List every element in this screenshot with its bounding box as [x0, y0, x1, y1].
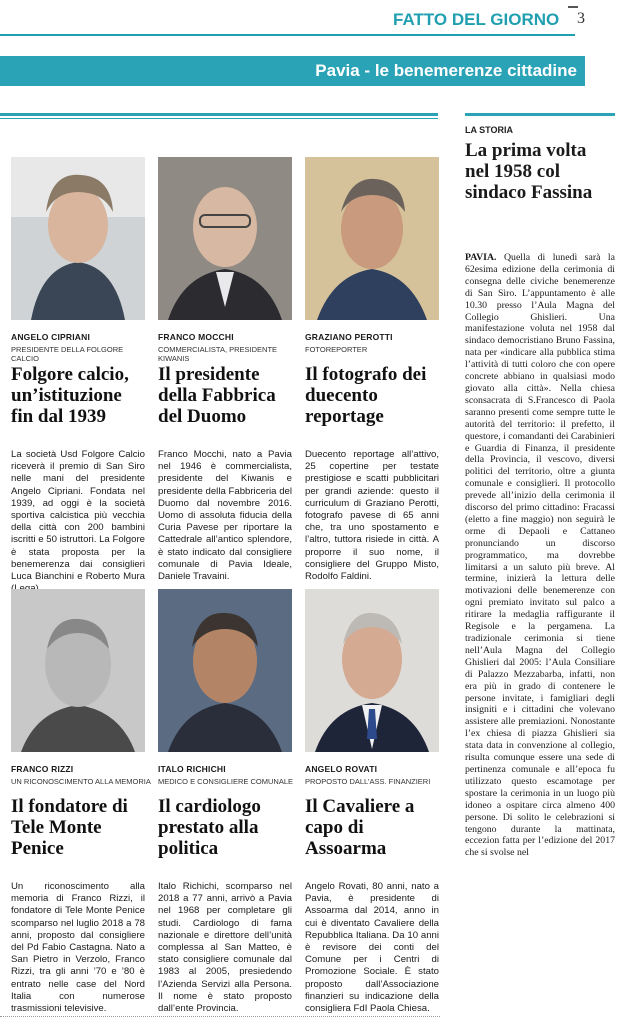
page-cut-line [0, 1016, 440, 1020]
sidebar-kicker: LA STORIA [465, 125, 514, 135]
name-label: FRANCO MOCCHI [158, 332, 234, 342]
banner [0, 56, 585, 86]
profile-headline: Il fotografo dei duecento reportage [305, 364, 427, 427]
sidebar-dateline: PAVIA. [465, 252, 497, 263]
profile-text: La società Usd Folgore Calcio riceverà il premio di San Siro nelle mani del presidente Angelo Cipriani. Fondata nel 1939, ad oggi è la società sportiva calcistica più vecchia della città con 200 bambini iscritti e 50 istruttori. La Folgore è stata proposta per la benemerenza dai consiglieri Luca Bianchini e Roberto Mura [11, 449, 145, 583]
page-number: 3 [577, 10, 585, 27]
name-label: FRANCO RIZZI [11, 764, 74, 774]
profile-text: Angelo Rovati, 80 anni, nato a Pavia, è presidente di Assoarma dal 2014, anno in cui è diventato Cavaliere della Repubblica Italiana. Da 10 anni è revisore dei conti del Comune per i Centri di Promozione Sociale. È stato proposto dall’Associazione finanzieri su indicazione della consigliera FdI Paola Chiesa. [305, 881, 439, 1015]
photo-angelo-rovati [305, 589, 439, 752]
photo-franco-mocchi [158, 157, 292, 320]
photo-graziano-perotti [305, 157, 439, 320]
profile-text: Italo Richichi, scomparso nel 2018 a 77 anni, arrivò a Pavia nel 1968 per completare gli studi. Cardiologo di fama nazionale e direttore dell’unità complessa al San Matteo, è stato consigliere comunale dal 1983 al 2005, presiedendo l’Azienda Servizi alla Persona. Il nome è stato proposto dall’ente Provincia. [158, 881, 292, 1015]
profile-headline: Il cardiologo prestato alla politica [158, 796, 261, 859]
banner-title: Pavia - le benemerenze cittadine [315, 61, 577, 80]
main-rule [0, 113, 438, 116]
role-label: PROPOSTO DALL’ASS. FINANZIERI [305, 777, 431, 786]
name-label: GRAZIANO PEROTTI [305, 332, 393, 342]
sidebar-rule [465, 113, 615, 116]
sidebar-text [465, 252, 615, 1017]
header-rule [0, 34, 575, 36]
photo-franco-rizzi [11, 589, 145, 752]
profile-text: Duecento reportage all’attivo, 25 copertine per testate prestigiose e scatti pubblicitari per grandi aziende: questo il curriculum di Graziano Perotti, fotografo pavese di 65 anni che, tra uno spostamento e l’altro, tuttora risiede in città. A proporre il suo nome, il consigliere del Gruppo Misto, Rodolfo Faldini. [305, 449, 439, 583]
role-label: UN RICONOSCIMENTO ALLA MEMORIA [11, 777, 151, 786]
role-label: FOTOREPORTER [305, 345, 368, 354]
profile-headline: Folgore calcio, un’istituzione fin dal 1939 [11, 364, 129, 427]
profile-headline: Il presidente della Fabbrica del Duomo [158, 364, 276, 427]
name-label: ITALO RICHICHI [158, 764, 226, 774]
name-label: ANGELO ROVATI [305, 764, 378, 774]
profile-text: Un riconoscimento alla memoria di Franco Rizzi, il fondatore di Tele Monte Penice scomparso nel luglio 2018 a 78 anni, proposto dal consigliere del Pd Fabio Castagna. Nato a San Pietro in Verzolo, Franco Rizzi, tra gli anni ’70 e ’80 è entrato nelle case del Nord Italia con numerose trasmissioni televisive. [11, 881, 145, 1015]
role-label: PRESIDENTE DELLA FOLGORE CALCIO [11, 345, 124, 363]
profile-text: Franco Mocchi, nato a Pavia nel 1946 è commercialista, presidente del Kiwanis e presidente della Fabbriceria del Duomo dal novembre 2016. Uomo di assoluta fiducia della Curia Pavese per riportare la Cattedrale all’antico splendore, è stato indicato dal consigliere comunale di Pavia Ideale, Daniele Travaini. [158, 449, 292, 583]
sidebar-body: Quella di lunedì sarà la 62esima edizione della cerimonia di consegna delle civiche benemerenze di San Siro. L’appuntamento è alle 10.30 presso l’Aula Magna del Collegio Ghislieri. Una manifestazione voluta nel 1958 dal sindaco democristiano Bruno Fassina, nata per «indicare alla pubblica stima l’attività di tutti coloro che con opere concrete abbiano in qualsiasi modo giovato alla città». Nella chiesa sconsacrata di S.Francesco di Paola saranno presenti come sempre tutte le autorità del territorio: il prefetto, il questore, i comandanti dei Carabinieri e Guardia di Finanza, il presidente della Provincia, il vescovo, diversi politici del territorio, oltre a giunta comunale e consiglieri. Il protocollo prevede all’inizio della cerimonia il discorso del primo cittadino: Fracassi (eletto a fine maggio) non seguirà le orme di Depaoli e Cattaneo pronunciando un discorso programmatico, ma dovrebbe limitarsi a un saluto più breve. Al termine, inizierà la lettura delle motivazioni delle benemerenze con ogni premiato invitato sul palco a ritirare la medaglia raffigurante il Regisole e la pergamena. La tradizionale cerimonia si tiene nell’Aula Magna del Collegio Ghislieri dal 2005: l’Aula Consiliare di Palazzo Mezzabarba, infatti, non era più in grado di contenere le persone invitate, i famigliari degli insigniti e i cittadini che volevano assistere alle premiazioni. Nonostante l’ex chiesa di piazza Ghislieri sia stata data in convenzione al collegio, risulta comunque essere una sede di pertinenza comunale e all’epoca fu utilizzato questo escamotage per spostare la cerimonia in un luogo più idoneo a ospitare circa almeno 400 persone. Di solito le celebrazioni si tengono durante la mattinata, eccezion fatta per l’edizione del 2017 che si svolse nel [465, 252, 615, 859]
photo-angelo-cipriani [11, 157, 145, 320]
profile-headline: Il Cavaliere a capo di Assoarma [305, 796, 415, 859]
photo-italo-richichi [158, 589, 292, 752]
role-label: MEDICO E CONSIGLIERE COMUNALE [158, 777, 294, 786]
section-title: FATTO DEL GIORNO [393, 10, 560, 29]
role-label: COMMERCIALISTA, PRESIDENTE KIWANIS [158, 345, 278, 363]
profile-headline: Il fondatore di Tele Monte Penice [11, 796, 128, 859]
corner-mark [568, 6, 578, 8]
name-label: ANGELO CIPRIANI [11, 332, 91, 342]
sidebar-headline: La prima volta nel 1958 col sindaco Fassina [465, 140, 593, 203]
main-rule-thin [0, 118, 438, 119]
